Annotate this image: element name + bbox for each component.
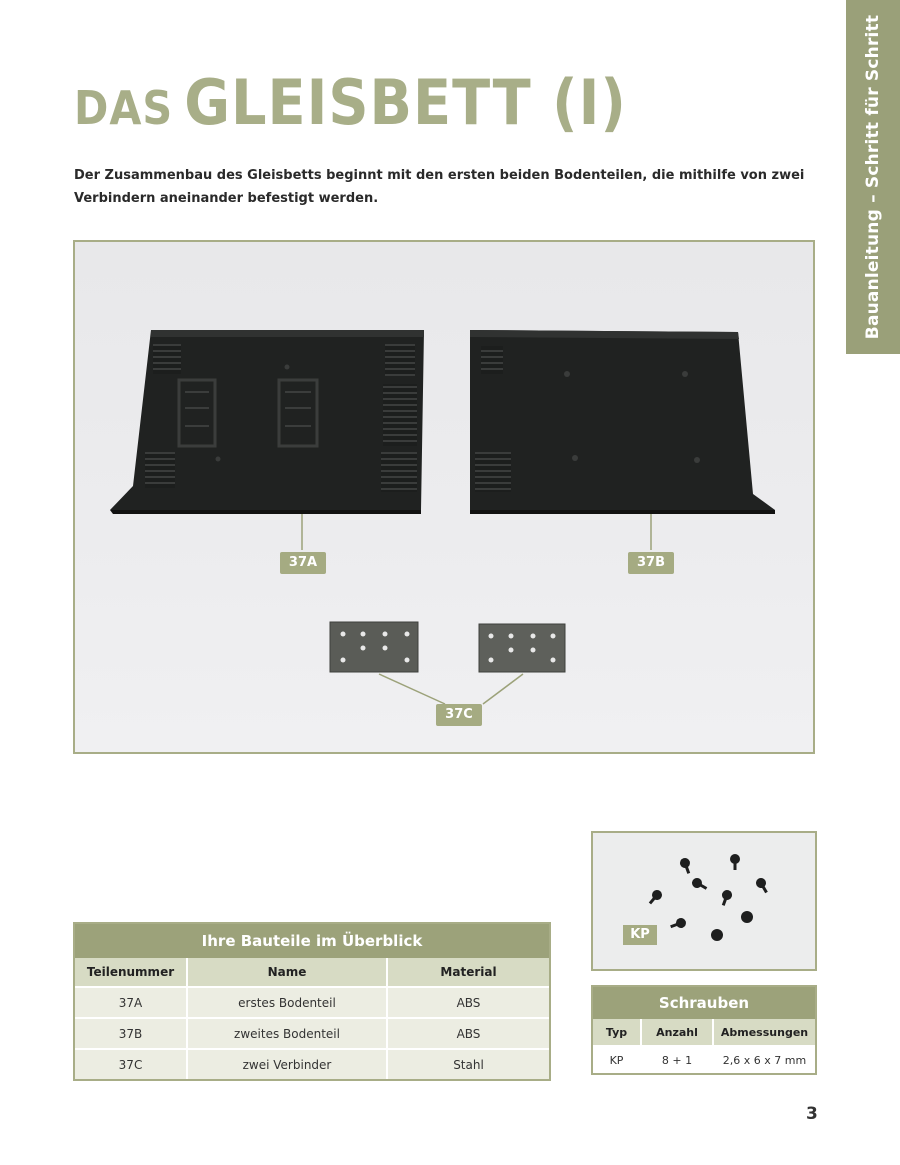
screws-photo <box>591 831 817 971</box>
page-number: 3 <box>806 1104 818 1124</box>
part-name-cell: zwei Verbinder <box>187 1049 387 1079</box>
screw-dimensions-cell: 2,6 x 6 x 7 mm <box>713 1046 815 1073</box>
part-number-cell: 37B <box>75 1018 187 1049</box>
page-title-main: GLEISBETT (I) <box>184 66 627 139</box>
screw-icon <box>719 889 734 907</box>
parts-table-title: Ihre Bauteile im Überblick <box>75 924 549 958</box>
part-name-cell: erstes Bodenteil <box>187 987 387 1018</box>
chapter-side-tab-label: Bauanleitung – Schritt für Schritt <box>863 14 883 340</box>
intro-text: Der Zusammenbau des Gleisbetts beginnt mit den ersten beiden Bodenteilen, die mithilfe von zwei Verbindern aneinander befestigt werden. <box>74 168 805 206</box>
screw-icon <box>730 854 740 870</box>
screw-icon <box>741 911 753 923</box>
header-dimensions: Abmessungen <box>713 1019 815 1046</box>
part-material-cell: ABS <box>387 1018 549 1049</box>
page-title <box>74 66 627 139</box>
screw-icon <box>754 876 771 895</box>
header-material: Material <box>387 958 549 987</box>
part-number-cell: 37A <box>75 987 187 1018</box>
chapter-side-tab <box>846 0 900 354</box>
part-name-cell: zweites Bodenteil <box>187 1018 387 1049</box>
screws-table-grid <box>593 1019 815 1073</box>
table-row <box>75 1018 549 1049</box>
page-title-article: DAS <box>74 81 174 135</box>
part-number-cell: 37C <box>75 1049 187 1079</box>
parts-overview-table <box>73 922 551 1081</box>
screw-icon <box>690 876 709 893</box>
header-part-number: Teilenummer <box>75 958 187 987</box>
part-label-37b: 37B <box>628 552 674 574</box>
part-label-37c: 37C <box>436 704 482 726</box>
screws-table-header-row <box>593 1019 815 1046</box>
screw-icon <box>646 888 664 907</box>
table-row <box>593 1046 815 1073</box>
table-row <box>75 1049 549 1079</box>
part-material-cell: Stahl <box>387 1049 549 1079</box>
part-label-37a: 37A <box>280 552 326 574</box>
table-row <box>75 987 549 1018</box>
header-type: Typ <box>593 1019 641 1046</box>
board-37b <box>470 330 775 514</box>
parts-table-grid <box>75 958 549 1079</box>
board-37a <box>110 330 424 514</box>
screws-table-title: Schrauben <box>593 987 815 1019</box>
screw-type-cell: KP <box>593 1046 641 1073</box>
parts-photo-illustration <box>75 242 813 752</box>
screw-icon <box>679 857 694 875</box>
connector-plate-1 <box>330 622 418 672</box>
screw-count-cell: 8 + 1 <box>641 1046 713 1073</box>
part-material-cell: ABS <box>387 987 549 1018</box>
screw-type-label: KP <box>623 925 657 945</box>
screws-table <box>591 985 817 1075</box>
parts-table-header-row <box>75 958 549 987</box>
header-name: Name <box>187 958 387 987</box>
connector-plate-2 <box>479 624 565 672</box>
header-count: Anzahl <box>641 1019 713 1046</box>
screw-icon <box>669 917 687 932</box>
parts-photo <box>73 240 815 754</box>
screws-illustration <box>593 833 815 969</box>
screw-icon <box>711 929 723 941</box>
